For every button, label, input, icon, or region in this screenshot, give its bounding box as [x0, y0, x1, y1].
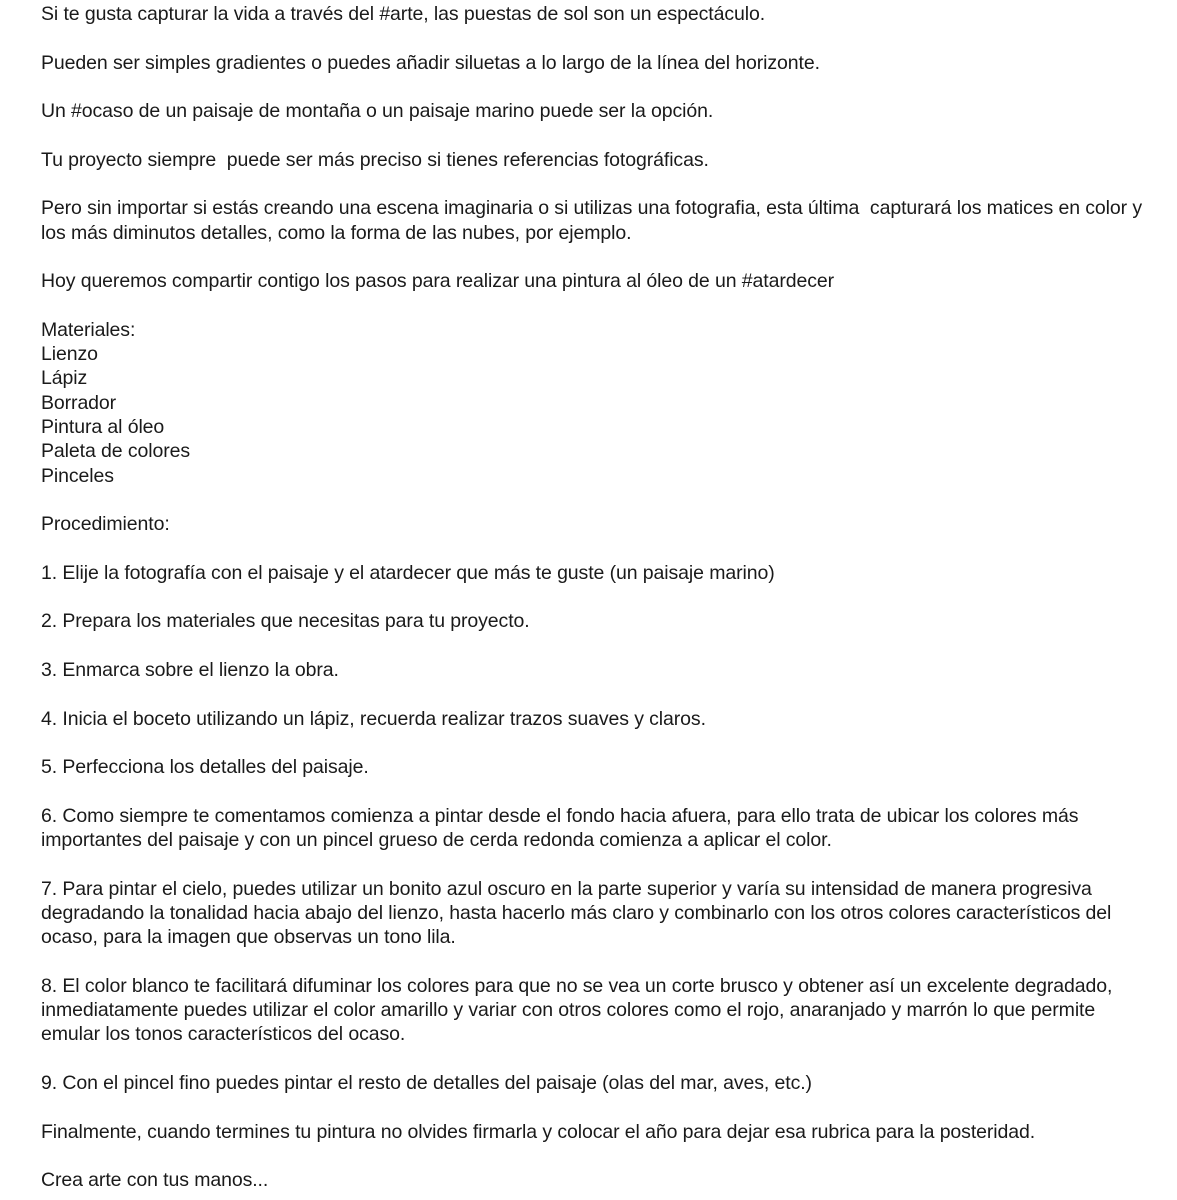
intro-paragraph: Pueden ser simples gradientes o puedes añadir siluetas a lo largo de la línea del horizonte.	[41, 51, 820, 74]
materials-heading: Materiales:	[41, 318, 136, 341]
paragraph-gap	[41, 172, 1151, 196]
procedure-section	[41, 512, 1151, 1095]
procedure-step: 2. Prepara los materiales que necesitas para tu proyecto.	[41, 610, 530, 633]
procedure-step: 6. Como siempre te comentamos comienza a pintar desde el fondo hacia afuera, para ello trata de ubicar los colores más importantes del paisaje y con un pincel grueso de cerda redonda comienza a aplicar el color.	[41, 804, 1084, 852]
paragraph-gap	[41, 75, 1151, 99]
closing-paragraph: Finalmente, cuando termines tu pintura no olvides firmarla y colocar el año para dejar esa rubrica para la posteridad.	[41, 1120, 1036, 1143]
procedure-step: 4. Inicia el boceto utilizando un lápiz, recuerda realizar trazos suaves y claros.	[41, 707, 706, 730]
paragraph-gap	[41, 852, 1151, 876]
material-item: Lienzo	[41, 343, 98, 366]
procedure-heading: Procedimiento:	[41, 513, 170, 536]
procedure-step: 8. El color blanco te facilitará difuminar los colores para que no se vea un corte brusco y obtener así un excelente degradado, inmediatamente puedes utilizar el color amarillo y variar con otros colores como el rojo, anaranjado y marrón lo que permite emular los tonos característicos del ocaso.	[41, 974, 1118, 1046]
paragraph-gap	[41, 488, 1151, 512]
paragraph-gap	[41, 1047, 1151, 1071]
intro-paragraph: Si te gusta capturar la vida a través del #arte, las puestas de sol son un espectáculo.	[41, 3, 766, 25]
material-item: Pintura al óleo	[41, 416, 165, 439]
paragraph-gap	[41, 950, 1151, 974]
paragraph-gap	[41, 780, 1151, 804]
procedure-step: 9. Con el pincel fino puedes pintar el resto de detalles del paisaje (olas del mar, aves, etc.)	[41, 1072, 812, 1095]
procedure-step: 5. Perfecciona los detalles del paisaje.	[41, 756, 369, 779]
material-item: Lápiz	[41, 367, 88, 390]
materials-section	[41, 318, 1151, 488]
paragraph-gap	[41, 1095, 1151, 1119]
procedure-step: 3. Enmarca sobre el lienzo la obra.	[41, 659, 339, 682]
material-item: Paleta de colores	[41, 440, 190, 463]
document-body	[41, 2, 1151, 1193]
material-item: Borrador	[41, 391, 117, 414]
paragraph-gap	[41, 294, 1151, 318]
procedure-step: 7. Para pintar el cielo, puedes utilizar un bonito azul oscuro en la parte superior y varía su intensidad de manera progresiva degradando la tonalidad hacia abajo del lienzo, hasta hacerlo más claro y combinarlo con los otros colores característicos del ocaso, para la imagen que observas un tono lila.	[41, 877, 1117, 949]
intro-paragraph: Pero sin importar si estás creando una escena imaginaria o si utilizas una fotografia, esta última capturará los matices en color y los más diminutos detalles, como la forma de las nubes, por ejemplo.	[41, 197, 1148, 244]
paragraph-gap	[41, 731, 1151, 755]
paragraph-gap	[41, 26, 1151, 50]
intro-paragraph: Un #ocaso de un paisaje de montaña o un paisaje marino puede ser la opción.	[41, 100, 714, 123]
procedure-step: 1. Elije la fotografía con el paisaje y el atardecer que más te guste (un paisaje marino)	[41, 561, 775, 584]
signoff-line: Crea arte con tus manos...	[41, 1169, 269, 1192]
paragraph-gap	[41, 245, 1151, 269]
paragraph-gap	[41, 634, 1151, 658]
paragraph-gap	[41, 537, 1151, 561]
material-item: Pinceles	[41, 464, 114, 487]
intro-paragraph: Tu proyecto siempre puede ser más preciso si tienes referencias fotográficas.	[41, 148, 709, 171]
paragraph-gap	[41, 682, 1151, 706]
paragraph-gap	[41, 123, 1151, 147]
paragraph-gap	[41, 585, 1151, 609]
paragraph-gap	[41, 1144, 1151, 1168]
intro-paragraph: Hoy queremos compartir contigo los pasos para realizar una pintura al óleo de un #atardecer	[41, 270, 835, 293]
